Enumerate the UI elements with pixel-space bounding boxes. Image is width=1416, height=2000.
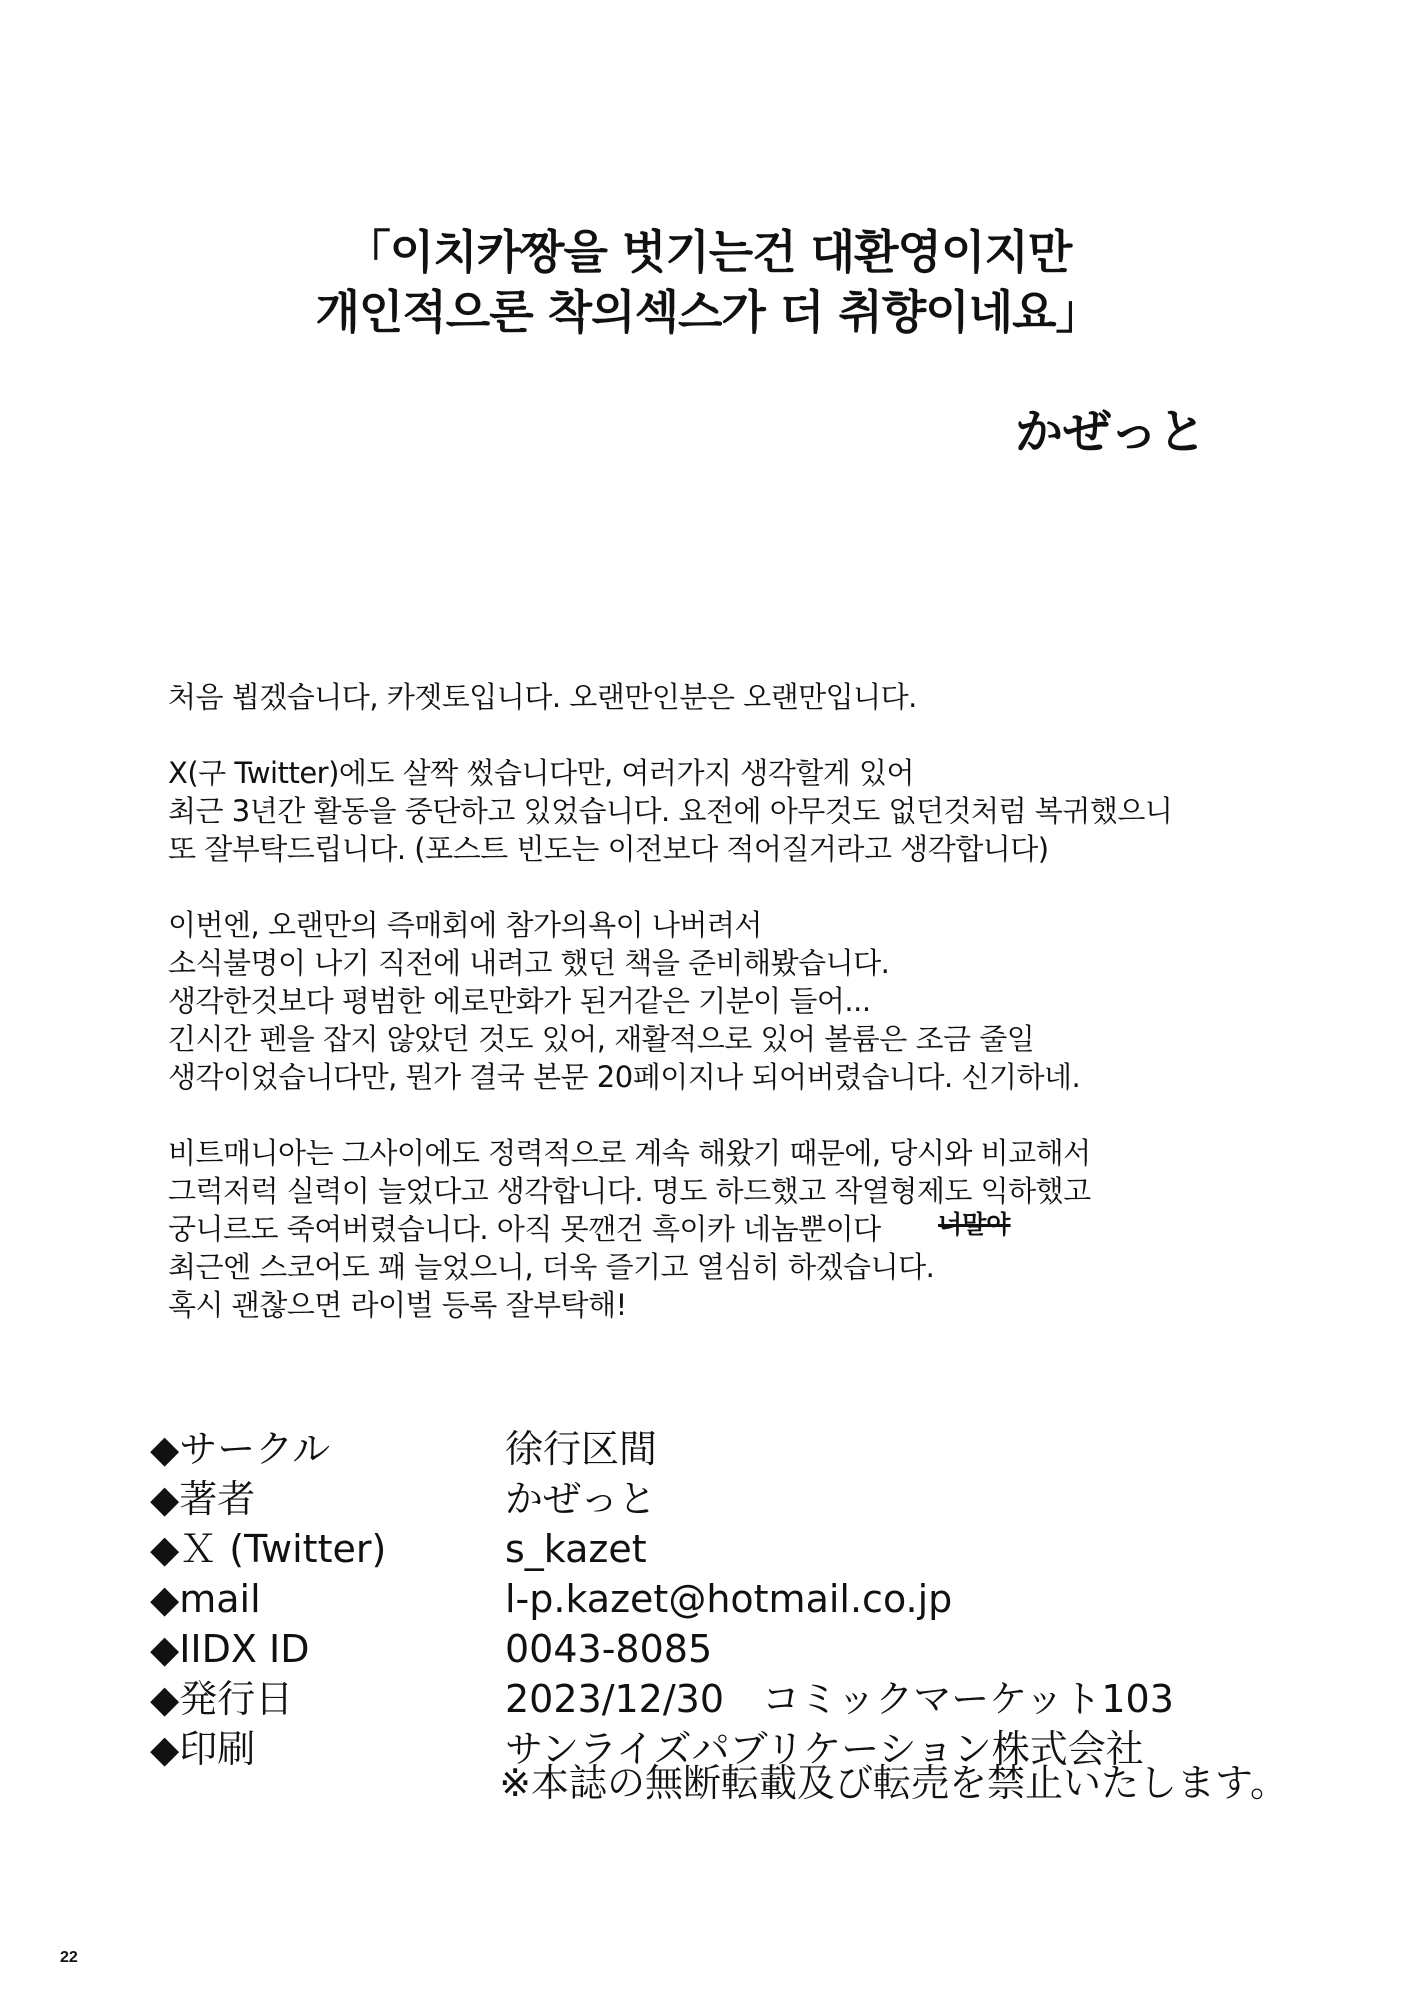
text-line: 최근 3년간 활동을 중단하고 있었습니다. 요전에 아무것도 없던것처럼 복귀했으니 [168, 794, 1173, 828]
text-line: 비트매니아는 그사이에도 정력적으로 계속 해왔기 때문에, 당시와 비교해서 [168, 1136, 1091, 1170]
colophon-row-author [150, 1474, 1300, 1524]
text-line: 생각이었습니다만, 뭔가 결국 본문 20페이지나 되어버렸습니다. 신기하네. [168, 1060, 1081, 1094]
colophon-value: s_kazet [505, 1527, 647, 1571]
title-line-1: 「이치카짱을 벗기는건 대환영이지만 [344, 225, 1072, 279]
page-number: 22 [60, 1949, 78, 1966]
colophon-value: 徐行区間 [505, 1427, 658, 1471]
paragraph-3 [168, 906, 1268, 1096]
colophon-value: サンライズパブリケーション株式会社 [505, 1727, 1144, 1771]
paragraph-2 [168, 754, 1268, 868]
colophon-label: ◆著者 [150, 1477, 256, 1521]
strikethrough-note: 너말야 [938, 1210, 1011, 1239]
colophon-value: 2023/12/30 コミックマーケット103 [505, 1677, 1174, 1721]
text-line: 생각한것보다 평범한 에로만화가 된거같은 기분이 들어... [168, 984, 871, 1018]
paragraph-1 [168, 678, 1268, 716]
text-line: 최근엔 스코어도 꽤 늘었으니, 더욱 즐기고 열심히 하겠습니다. [168, 1250, 935, 1284]
text-line: 이번엔, 오랜만의 즉매회에 참가의욕이 나버려서 [168, 908, 762, 942]
text-line: 그럭저럭 실력이 늘었다고 생각합니다. 명도 하드했고 작열형제도 익하했고 [168, 1174, 1091, 1208]
colophon-row-iidx [150, 1624, 1300, 1674]
colophon-label: ◆mail [150, 1577, 261, 1621]
text-line: 혹시 괜찮으면 라이벌 등록 잘부탁해! [168, 1288, 627, 1322]
colophon-label: ◆サークル [150, 1427, 331, 1471]
colophon-value: 0043-8085 [505, 1627, 713, 1671]
copyright-notice: ※本誌の無断転載及び転売を禁止いたします。 [499, 1761, 1288, 1805]
author-signature: かぜっと [1014, 404, 1206, 460]
colophon-label: ◆印刷 [150, 1727, 256, 1771]
colophon-row-mail [150, 1574, 1300, 1624]
text-line: 처음 뵙겠습니다, 카젯토입니다. 오랜만인분은 오랜만입니다. [168, 680, 917, 714]
colophon [150, 1424, 1300, 1774]
paragraph-4 [168, 1134, 1268, 1324]
colophon-value: l-p.kazet@hotmail.co.jp [505, 1577, 953, 1621]
text-line: 궁니르도 죽여버렸습니다. 아직 못깬건 흑이카 네놈뿐이다 [168, 1212, 881, 1246]
colophon-row-twitter [150, 1524, 1300, 1574]
colophon-label: ◆IIDX ID [150, 1627, 310, 1671]
afterword-text [168, 678, 1268, 1362]
title-line-2: 개인적으론 착의섹스가 더 취향이네요」 [315, 285, 1101, 339]
colophon-label: ◆Ｘ (Twitter) [150, 1527, 387, 1571]
text-line: X(구 Twitter)에도 살짝 썼습니다만, 여러가지 생각할게 있어 [168, 756, 914, 790]
text-line: 소식불명이 나기 직전에 내려고 했던 책을 준비해봤습니다. [168, 946, 890, 980]
title-block [0, 222, 1416, 342]
colophon-label: ◆発行日 [150, 1677, 294, 1721]
text-line: 긴시간 펜을 잡지 않았던 것도 있어, 재활적으로 있어 볼륨은 조금 줄일 [168, 1022, 1035, 1056]
colophon-row-date [150, 1674, 1300, 1724]
colophon-row-circle [150, 1424, 1300, 1474]
text-line: 또 잘부탁드립니다. (포스트 빈도는 이전보다 적어질거라고 생각합니다) [168, 832, 1049, 866]
colophon-value: かぜっと [505, 1477, 657, 1521]
